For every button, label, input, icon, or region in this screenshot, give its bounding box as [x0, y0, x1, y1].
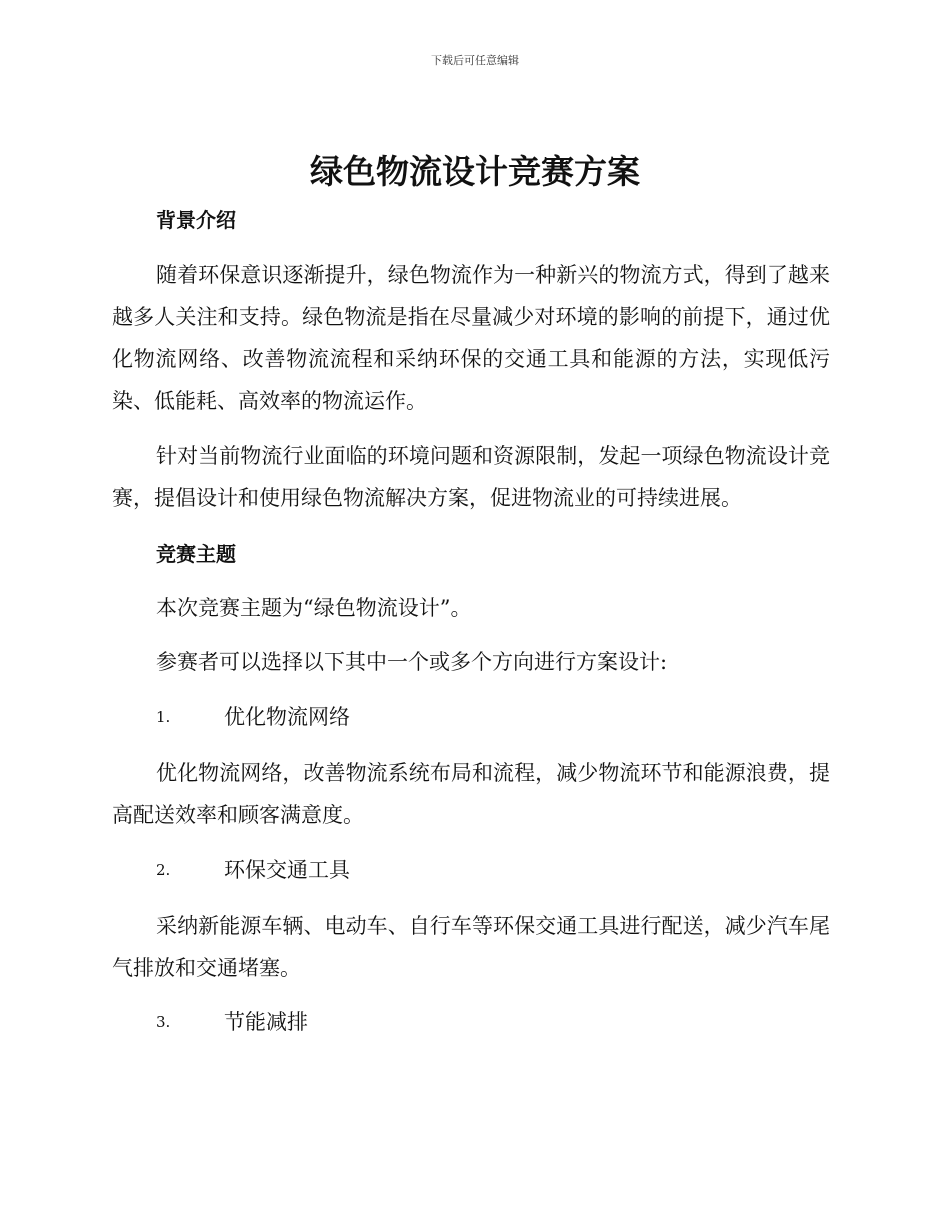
list-item-title: 优化物流网络 [224, 705, 350, 729]
theme-statement: 本次竞赛主题为“绿色物流设计”。 [156, 596, 472, 620]
list-item-description: 采纳新能源车辆、电动车、自行车等环保交通工具进行配送，减少汽车尾气排放和交通堵塞。 [112, 914, 830, 980]
document-title: 绿色物流设计竞赛方案 [310, 152, 640, 191]
page-header: 下载后可任意编辑 [431, 54, 519, 67]
list-item-number: 3. [156, 1013, 171, 1031]
background-paragraph-2: 针对当前物流行业面临的环境问题和资源限制，发起一项绿色物流设计竞赛，提倡设计和使用绿色物流解决方案，促进物流业的可持续进展。 [112, 444, 830, 510]
list-item-title: 环保交通工具 [224, 858, 350, 882]
list-item-number: 2. [156, 861, 171, 879]
section-heading-theme: 竞赛主题 [156, 542, 236, 566]
theme-instruction: 参赛者可以选择以下其中一个或多个方向进行方案设计: [156, 650, 668, 674]
background-paragraph-1: 随着环保意识逐渐提升，绿色物流作为一种新兴的物流方式，得到了越来越多人关注和支持。绿色物流是指在尽量减少对环境的影响的前提下，通过优化物流网络、改善物流流程和采纳环保的交通工具和能源的方法，实现低污染、低能耗、高效率的物流运作。 [112, 263, 830, 413]
list-item-description: 优化物流网络，改善物流系统布局和流程，减少物流环节和能源浪费，提高配送效率和顾客满意度。 [112, 761, 830, 827]
section-heading-background: 背景介绍 [156, 208, 236, 232]
list-item-number: 1. [156, 708, 171, 726]
list-item-title: 节能减排 [224, 1010, 308, 1034]
